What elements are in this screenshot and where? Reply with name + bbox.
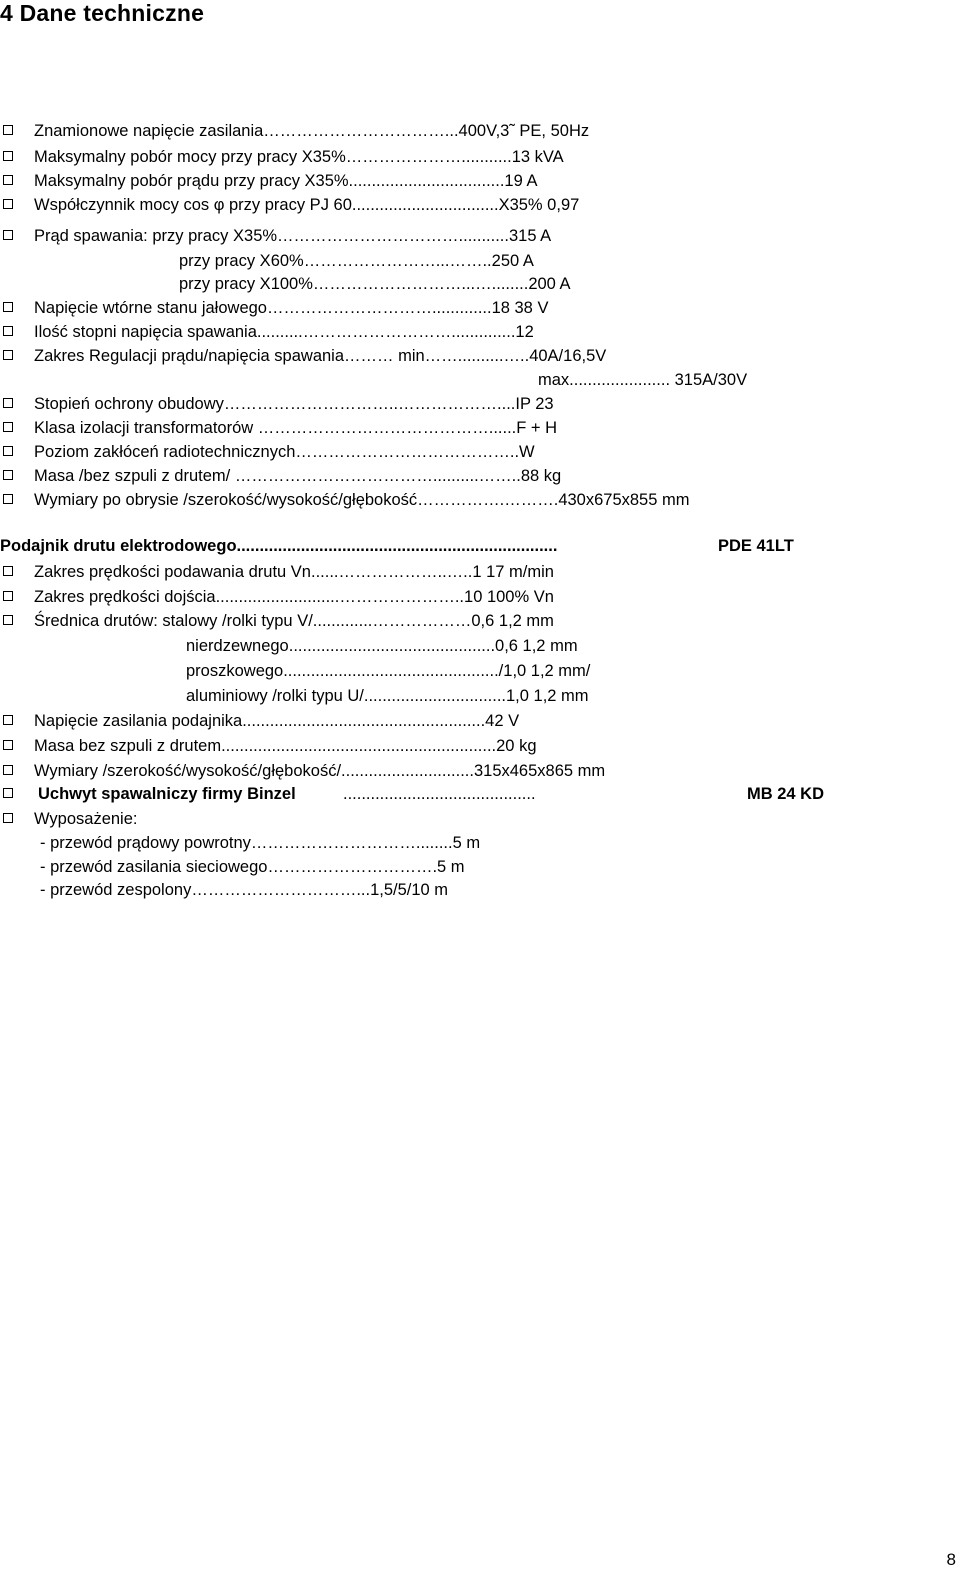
checkbox-icon xyxy=(3,591,13,601)
checkbox-icon xyxy=(3,199,13,209)
checkbox-icon xyxy=(3,125,13,135)
checkbox-icon xyxy=(3,230,13,240)
checkbox-icon xyxy=(3,398,13,408)
checkbox-icon xyxy=(3,715,13,725)
page-number: 8 xyxy=(946,1550,956,1569)
checkbox-icon xyxy=(3,470,13,480)
checkbox-icon xyxy=(3,350,13,360)
checkbox-icon xyxy=(3,302,13,312)
checkbox-icon xyxy=(3,615,13,625)
checkbox-icon xyxy=(3,765,13,775)
checkbox-icon xyxy=(3,494,13,504)
checkbox-icon xyxy=(3,422,13,432)
checkbox-icon xyxy=(3,326,13,336)
checkbox-icon xyxy=(3,566,13,576)
checkbox-icon xyxy=(3,788,13,798)
checkbox-icon xyxy=(3,446,13,456)
checkbox-icon xyxy=(3,740,13,750)
checkbox-icon xyxy=(3,151,13,161)
checkbox-icon xyxy=(3,175,13,185)
checkbox-icon xyxy=(3,813,13,823)
section-title: 4 Dane techniczne xyxy=(0,0,205,26)
